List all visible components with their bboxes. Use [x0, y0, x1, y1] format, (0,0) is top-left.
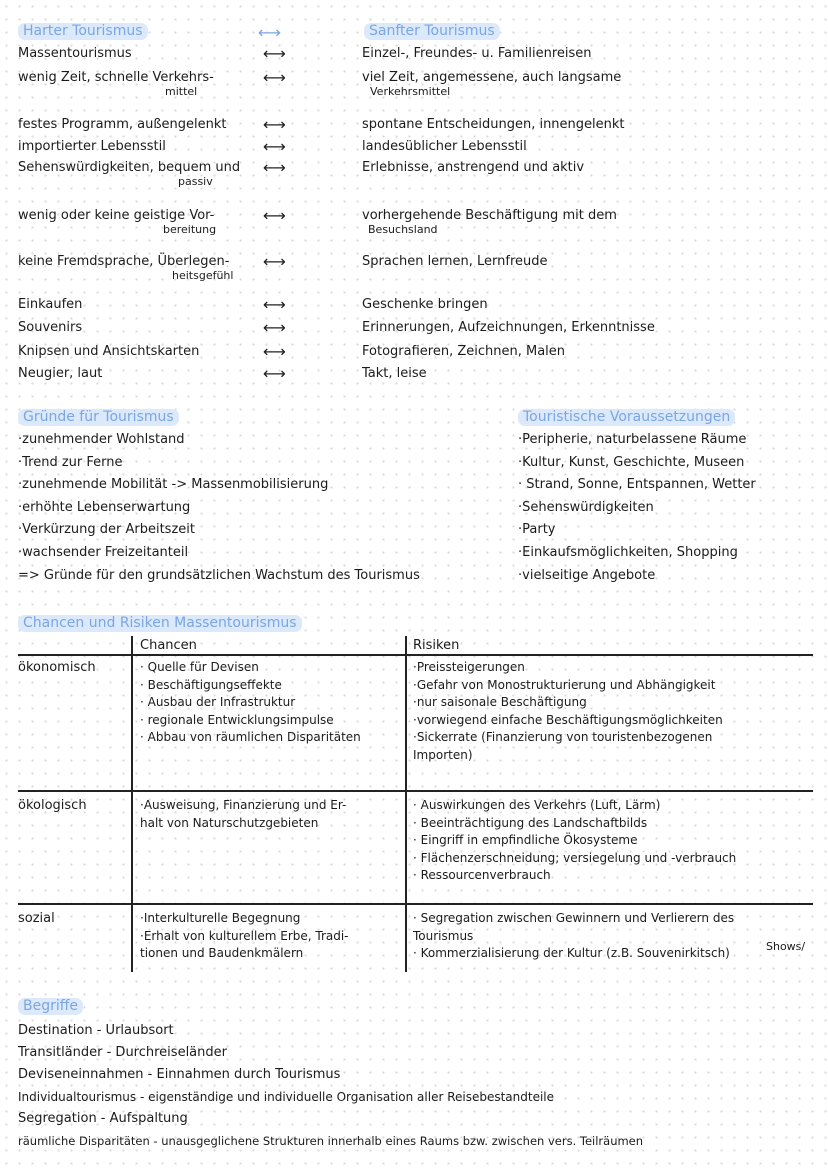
harter-item: importierter Lebensstil: [18, 139, 166, 154]
list-item: ·vielseitige Angebote: [518, 567, 656, 583]
sanfter-item: landesüblicher Lebensstil: [362, 139, 527, 154]
list-item: · Abbau von räumlichen Disparitäten: [140, 730, 361, 745]
table-divider-horizontal: [18, 654, 813, 656]
term-item: Deviseneinnahmen - Einnahmen durch Tourismus: [18, 1067, 341, 1082]
chancen-cell: [140, 797, 346, 832]
list-item: ·Party: [518, 522, 556, 538]
list-item: · Quelle für Devisen: [140, 660, 259, 674]
list-item: => Gründe für den grundsätzlichen Wachstum des Tourismus: [18, 567, 420, 583]
list-item: · Eingriff in empfindliche Ökosysteme: [413, 833, 638, 848]
risiken-cell: [413, 659, 723, 765]
term-item: Destination - Urlaubsort: [18, 1023, 174, 1038]
list-item: ·Kultur, Kunst, Geschichte, Museen: [518, 454, 745, 470]
list-item: ·Trend zur Ferne: [18, 454, 123, 470]
sanfter-item-continued: Verkehrsmittel: [370, 85, 451, 98]
list-item: · Beeinträchtigung des Landschaftbilds: [413, 815, 648, 830]
comparison-arrow: ⟷: [263, 206, 286, 225]
list-item: ·Peripherie, naturbelassene Räume: [518, 432, 747, 447]
heading-arrow: ⟷: [258, 23, 281, 42]
table-divider-vertical: [405, 636, 407, 972]
harter-item: Souvenirs: [18, 320, 83, 335]
list-item: ·Ausweisung, Finanzierung und Er-: [140, 798, 347, 812]
harter-item: festes Programm, außengelenkt: [18, 117, 227, 132]
risiken-cell: [413, 910, 734, 963]
comparison-arrow: ⟷: [263, 364, 286, 383]
list-item: · Strand, Sonne, Entspannen, Wetter: [518, 477, 756, 493]
list-item: ·zunehmender Wohlstand: [18, 432, 185, 447]
risiken-annotation: Shows/: [766, 940, 806, 953]
harter-item-continued: mittel: [165, 85, 198, 98]
harter-item: keine Fremdsprache, Überlegen-: [18, 254, 230, 269]
comparison-arrow: ⟷: [263, 115, 286, 134]
sanfter-item: Geschenke bringen: [362, 297, 488, 312]
sanfter-item: vorhergehende Beschäftigung mit dem: [362, 208, 617, 223]
list-item: halt von Naturschutzgebieten: [140, 815, 319, 830]
comparison-arrow: ⟷: [263, 295, 286, 314]
chancen-cell: [140, 910, 349, 963]
heading-gruende: Gründe für Tourismus: [18, 409, 179, 426]
harter-item: Knipsen und Ansichtskarten: [18, 344, 200, 359]
heading-sanfter-tourismus: Sanfter Tourismus: [364, 23, 500, 40]
comparison-arrow: ⟷: [263, 68, 286, 87]
table-divider-horizontal: [18, 790, 813, 792]
list-item: ·Einkaufsmöglichkeiten, Shopping: [518, 544, 738, 560]
term-item: Individualtourismus - eigenständige und individuelle Organisation aller Reisebestandteile: [18, 1090, 555, 1104]
list-item: ·vorwiegend einfache Beschäftigungsmöglichkeiten: [413, 712, 723, 727]
list-item: Importen): [413, 747, 473, 762]
list-item: Tourismus: [413, 928, 474, 943]
sanfter-item: Erinnerungen, Aufzeichnungen, Erkenntnisse: [362, 320, 655, 335]
list-item: ·Sehenswürdigkeiten: [518, 499, 654, 515]
list-item: · Ausbau der Infrastruktur: [140, 695, 296, 710]
list-item: tionen und Baudenkmälern: [140, 946, 304, 961]
harter-item-continued: passiv: [178, 175, 213, 188]
harter-item: wenig Zeit, schnelle Verkehrs-: [18, 70, 214, 85]
list-item: · Beschäftigungseffekte: [140, 677, 282, 692]
list-item: · regionale Entwicklungsimpulse: [140, 712, 334, 727]
comparison-arrow: ⟷: [263, 137, 286, 156]
harter-item-continued: bereitung: [163, 223, 217, 236]
table-divider-vertical: [131, 636, 133, 972]
sanfter-item: Takt, leise: [362, 366, 427, 381]
list-item: ·zunehmende Mobilität -> Massenmobilisierung: [18, 477, 329, 493]
term-item: Segregation - Aufspaltung: [18, 1111, 188, 1126]
list-item: ·wachsender Freizeitanteil: [18, 544, 189, 560]
sanfter-item: Fotografieren, Zeichnen, Malen: [362, 344, 566, 359]
heading-voraussetzungen: Touristische Voraussetzungen: [518, 409, 735, 426]
list-item: ·Interkulturelle Begegnung: [140, 911, 301, 925]
sanfter-item: viel Zeit, angemessene, auch langsame: [362, 70, 622, 85]
heading-harter-tourismus: Harter Tourismus: [18, 23, 148, 40]
list-item: ·Gefahr von Monostrukturierung und Abhängigkeit: [413, 677, 716, 692]
sanfter-item: Erlebnisse, anstrengend und aktiv: [362, 160, 585, 175]
chancen-cell: [140, 659, 361, 747]
term-item: räumliche Disparitäten - unausgeglichene Strukturen innerhalb eines Raums bzw. zwischen vers. Teilräumen: [18, 1134, 644, 1148]
list-item: ·Sickerrate (Finanzierung von touristenbezogenen: [413, 730, 713, 745]
heading-begriffe: Begriffe: [18, 998, 83, 1015]
harter-item: Massentourismus: [18, 46, 132, 61]
row-label-oekonomisch: ökonomisch: [18, 660, 96, 675]
list-item: · Ressourcenverbrauch: [413, 868, 551, 883]
comparison-arrow: ⟷: [263, 44, 286, 63]
sanfter-item-continued: Besuchsland: [368, 223, 438, 236]
table-divider-horizontal: [18, 903, 813, 905]
list-item: ·Preissteigerungen: [413, 660, 525, 674]
list-item: · Kommerzialisierung der Kultur (z.B. Souvenirkitsch): [413, 946, 730, 961]
voraussetzungen-list: [518, 429, 756, 587]
term-item: Transitländer - Durchreiseländer: [18, 1045, 227, 1060]
risiken-cell: [413, 797, 736, 885]
begriffe-list: [18, 1020, 643, 1152]
harter-item: wenig oder keine geistige Vor-: [18, 208, 215, 223]
column-header-risiken: Risiken: [413, 638, 460, 653]
list-item: ·Verkürzung der Arbeitszeit: [18, 522, 195, 538]
harter-item: Einkaufen: [18, 297, 83, 312]
list-item: · Flächenzerschneidung; versiegelung und -verbrauch: [413, 850, 737, 865]
harter-item: Sehenswürdigkeiten, bequem und: [18, 160, 241, 175]
comparison-arrow: ⟷: [263, 252, 286, 271]
column-header-chancen: Chancen: [140, 638, 197, 653]
heading-chancen-risiken: Chancen und Risiken Massentourismus: [18, 615, 302, 632]
sanfter-item: Sprachen lernen, Lernfreude: [362, 254, 548, 269]
comparison-arrow: ⟷: [263, 318, 286, 337]
list-item: ·erhöhte Lebenserwartung: [18, 499, 191, 515]
gruende-list: [18, 429, 420, 587]
row-label-sozial: sozial: [18, 911, 55, 926]
list-item: ·Erhalt von kulturellem Erbe, Tradi-: [140, 928, 349, 943]
sanfter-item: Einzel-, Freundes- u. Familienreisen: [362, 46, 592, 61]
harter-item: Neugier, laut: [18, 366, 103, 381]
row-label-oekologisch: ökologisch: [18, 798, 87, 813]
list-item: · Segregation zwischen Gewinnern und Verlierern des: [413, 911, 735, 925]
sanfter-item: spontane Entscheidungen, innengelenkt: [362, 117, 625, 132]
list-item: · Auswirkungen des Verkehrs (Luft, Lärm): [413, 798, 661, 812]
comparison-arrow: ⟷: [263, 158, 286, 177]
list-item: ·nur saisonale Beschäftigung: [413, 695, 587, 710]
comparison-arrow: ⟷: [263, 342, 286, 361]
harter-item-continued: heitsgefühl: [172, 269, 234, 282]
